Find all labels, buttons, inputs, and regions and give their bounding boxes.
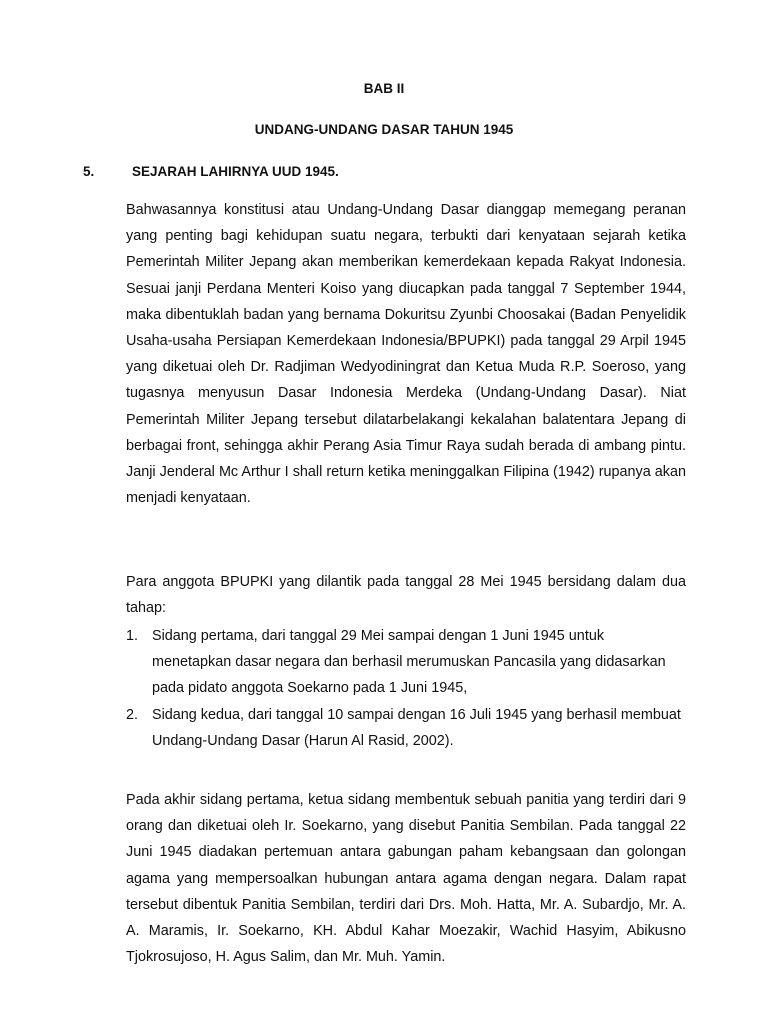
session-list (126, 623, 686, 754)
paragraph-history: Bahwasannya konstitusi atau Undang-Undang Dasar dianggap memegang peranan yang penting bagi kehidupan suatu negara, terbukti dari kenyataan sejarah ketika Pemerintah Militer Jepang akan memberikan kemerdekaan kepada Rakyat Indonesia. Sesuai janji Perdana Menteri Koiso yang diucapkan pada tanggal 7 September 1944, maka dibentuklah badan yang bernama Dokuritsu Zyunbi Choosakai (Badan Penyelidik Usaha-usaha Persiapan Kemerdekaan Indonesia/BPUPKI) pada tanggal 29 Arpil 1945 yang diketuai oleh Dr. Radjiman Wedyodiningrat dan Ketua Muda R.P. Soeroso, yang tugasnya menyusun Dasar Indonesia Merdeka (Undang-Undang Dasar). Niat Pemerintah Militer Jepang tersebut dilatarbelakangi kekalahan balatentara Jepang di berbagai front, sehingga akhir Perang Asia Timur Raya sudah berada di ambang pintu. Janji Jenderal Mc Arthur I shall return ketika meninggalkan Filipina (1942) rupanya akan menjadi kenyataan. (126, 202, 686, 507)
paragraph-bpupki-sessions: Para anggota BPUPKI yang dilantik pada tanggal 28 Mei 1945 bersidang dalam dua tahap: (126, 574, 686, 617)
section-title: SEJARAH LAHIRNYA UUD 1945. (132, 164, 339, 179)
list-item-text: Sidang kedua, dari tanggal 10 sampai dengan 16 Juli 1945 yang berhasil membuat Undang-Undang Dasar (Harun Al Rasid, 2002). (152, 706, 681, 749)
list-item (126, 623, 686, 702)
paragraph-panitia-sembilan: Pada akhir sidang pertama, ketua sidang membentuk sebuah panitia yang terdiri dari 9 orang dan diketuai oleh Ir. Soekarno, yang disebut Panitia Sembilan. Pada tanggal 22 Juni 1945 diadakan pertemuan antara gabungan paham kebangsaan dan golongan agama yang mempersoalkan hubungan antara agama dengan negara. Dalam rapat tersebut dibentuk Panitia Sembilan, terdiri dari Drs. Moh. Hatta, Mr. A. Subardjo, Mr. A. A. Maramis, Ir. Soekarno, KH. Abdul Kahar Moezakir, Wachid Hasyim, Abikusno Tjokrosujoso, H. Agus Salim, dan Mr. Muh. Yamin. (126, 792, 686, 966)
list-marker: 2. (126, 706, 139, 723)
list-item (126, 702, 686, 754)
list-item-text: Sidang pertama, dari tanggal 29 Mei sampai dengan 1 Juni 1945 untuk menetapkan dasar negara dan berhasil merumuskan Pancasila yang didasarkan pada pidato anggota Soekarno pada 1 Juni 1945, (152, 628, 666, 697)
document-title: UNDANG-UNDANG DASAR TAHUN 1945 (254, 122, 514, 137)
section-number: 5. (83, 164, 95, 179)
list-marker: 1. (126, 628, 139, 644)
chapter-heading: BAB II (363, 81, 405, 96)
